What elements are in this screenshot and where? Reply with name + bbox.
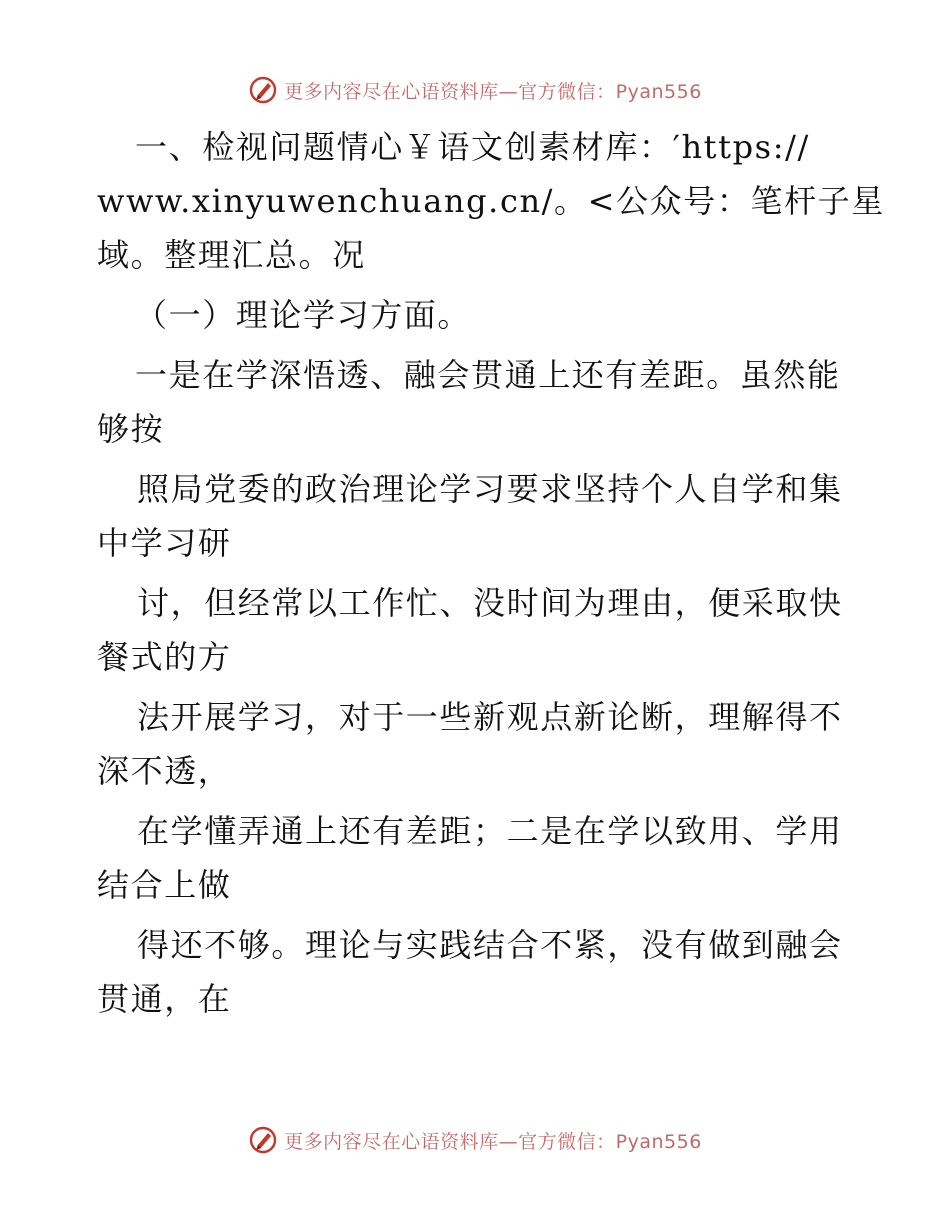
body-line: 照局党委的政治理论学习要求坚持个人自学和集 (137, 470, 843, 508)
body-line: 域。整理汇总。况 (97, 236, 366, 274)
body-line: 结合上做 (97, 866, 232, 904)
pen-logo-icon (248, 1125, 278, 1155)
header-watermark-text: 更多内容尽在心语资料库—官方微信：Pyan556 (284, 80, 702, 103)
body-line: www.xinyuwenchuang.cn/。<公众号：笔杆子星 (97, 182, 885, 220)
pen-logo-icon (248, 75, 278, 105)
body-line: 一是在学深悟透、融会贯通上还有差距。虽然能 (135, 356, 841, 394)
body-line: 够按 (97, 410, 165, 448)
body-line: 深不透， (97, 752, 232, 790)
body-line: 法开展学习，对于一些新观点新论断，理解得不 (137, 698, 843, 736)
body-line: 讨，但经常以工作忙、没时间为理由，便采取快 (137, 584, 843, 622)
section-heading: （一）理论学习方面。 (135, 296, 472, 334)
body-line: 中学习研 (97, 524, 232, 562)
body-line: 一、检视问题情心￥语文创素材库：′https:// (135, 128, 810, 166)
footer-watermark-text: 更多内容尽在心语资料库—官方微信：Pyan556 (284, 1130, 702, 1153)
body-line: 餐式的方 (97, 638, 232, 676)
body-line: 贯通，在 (97, 980, 232, 1018)
body-line: 在学懂弄通上还有差距；二是在学以致用、学用 (137, 812, 843, 850)
body-line: 得还不够。理论与实践结合不紧，没有做到融会 (137, 926, 843, 964)
document-body (97, 120, 885, 1026)
footer-watermark (0, 1120, 950, 1160)
header-watermark (0, 70, 950, 110)
